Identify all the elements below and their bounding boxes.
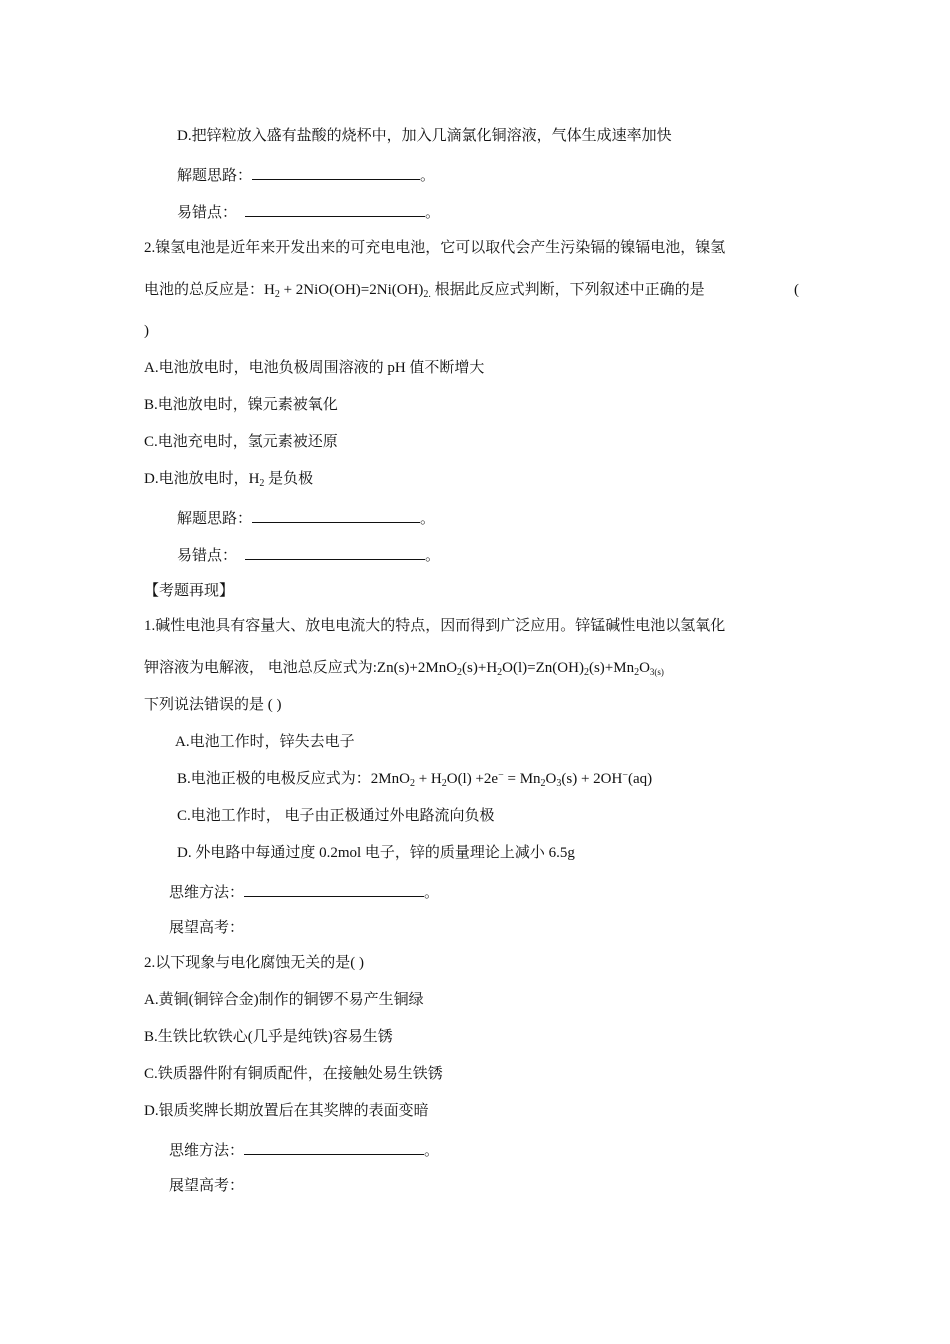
approach-label: 解题思路： bbox=[177, 511, 253, 527]
q2-pitfall-row bbox=[177, 544, 440, 566]
end-mark: 。 bbox=[424, 1143, 440, 1159]
q2-option-c: C.电池充电时，氢元素被还原 bbox=[144, 434, 338, 450]
method-answer-blank[interactable] bbox=[244, 881, 424, 897]
q2-stem-text: + 2NiO(OH)=2Ni(OH) bbox=[279, 282, 424, 298]
approach-answer-blank[interactable] bbox=[252, 507, 420, 523]
section-title: 【考题再现】 bbox=[144, 583, 235, 599]
q2-approach-row bbox=[177, 507, 435, 529]
r2-option-b: B.生铁比软铁心(几乎是纯铁)容易生锈 bbox=[144, 1029, 393, 1045]
end-mark: 。 bbox=[420, 168, 436, 184]
r2-method-row bbox=[169, 1139, 439, 1161]
r2-option-d: D.银质奖牌长期放置后在其奖牌的表面变暗 bbox=[144, 1103, 429, 1119]
subscript: 2 bbox=[259, 478, 265, 489]
r1-option-b bbox=[177, 769, 652, 789]
q2-option-d bbox=[144, 469, 313, 489]
r1-option-c: C.电池工作时， 电子由正极通过外电路流向负极 bbox=[177, 808, 495, 824]
subscript: 2 bbox=[441, 778, 447, 789]
superscript: − bbox=[622, 770, 628, 781]
method-label: 思维方法： bbox=[169, 1143, 245, 1159]
q2-open-paren: ( bbox=[794, 282, 799, 298]
option-text: O bbox=[545, 771, 557, 787]
pitfall-label: 易错点： bbox=[177, 205, 238, 221]
pitfall-answer-blank[interactable] bbox=[245, 201, 425, 217]
subscript: 2 bbox=[634, 667, 640, 678]
q2-option-a: A.电池放电时，电池负极周围溶液的 pH 值不断增大 bbox=[144, 360, 485, 376]
q2-stem-line1: 2.镍氢电池是近年来开发出来的可充电电池，它可以取代会产生污染镉的镍镉电池，镍氢 bbox=[144, 240, 726, 256]
pitfall-answer-blank[interactable] bbox=[245, 544, 425, 560]
prev-pitfall-row bbox=[177, 201, 440, 223]
subscript: 2 bbox=[274, 289, 280, 300]
pitfall-label: 易错点： bbox=[177, 548, 238, 564]
option-text: B.电池正极的电极反应式为：2MnO bbox=[177, 771, 410, 787]
r1-stem-line1: 1.碱性电池具有容量大、放电电流大的特点，因而得到广泛应用。锌锰碱性电池以氢氧化 bbox=[144, 618, 726, 634]
stem-text: (s)+Mn bbox=[588, 660, 635, 676]
stem-text: O bbox=[639, 660, 650, 676]
r1-option-a: A.电池工作时，锌失去电子 bbox=[175, 734, 355, 750]
superscript: − bbox=[498, 770, 504, 781]
end-mark: 。 bbox=[424, 885, 440, 901]
subscript: 3 bbox=[556, 778, 562, 789]
option-text: 是负极 bbox=[264, 471, 314, 487]
end-mark: 。 bbox=[425, 205, 441, 221]
q2-stem-text: 电池的总反应是：H bbox=[144, 282, 275, 298]
option-text: O(l) +2e bbox=[446, 771, 499, 787]
r2-question: 2.以下现象与电化腐蚀无关的是( ) bbox=[144, 955, 364, 971]
q2-stem-line2 bbox=[144, 280, 705, 300]
r2-outlook-label: 展望高考： bbox=[169, 1178, 245, 1194]
method-label: 思维方法： bbox=[169, 885, 245, 901]
option-text: = Mn bbox=[503, 771, 541, 787]
subscript: 2 bbox=[457, 667, 463, 678]
subscript: 2 bbox=[409, 778, 415, 789]
q2-close-paren: ) bbox=[144, 323, 149, 339]
r1-stem-line2 bbox=[144, 658, 664, 678]
prev-option-d: D.把锌粒放入盛有盐酸的烧杯中，加入几滴氯化铜溶液，气体生成速率加快 bbox=[177, 128, 672, 144]
subscript: 2 bbox=[497, 667, 503, 678]
subscript: 2. bbox=[423, 289, 431, 300]
option-text: (aq) bbox=[627, 771, 653, 787]
r2-option-a: A.黄铜(铜锌合金)制作的铜锣不易产生铜绿 bbox=[144, 992, 424, 1008]
q2-stem-text: 根据此反应式判断，下列叙述中正确的是 bbox=[430, 282, 705, 298]
stem-text: O(l)=Zn(OH) bbox=[502, 660, 584, 676]
prev-approach-row bbox=[177, 164, 435, 186]
option-text: (s) + 2OH bbox=[561, 771, 623, 787]
subscript: 2 bbox=[540, 778, 546, 789]
stem-text: (s)+H bbox=[462, 660, 498, 676]
q2-option-b: B.电池放电时，镍元素被氧化 bbox=[144, 397, 338, 413]
subscript: 2 bbox=[583, 667, 589, 678]
option-text: + H bbox=[414, 771, 442, 787]
end-mark: 。 bbox=[425, 548, 441, 564]
r1-question: 下列说法错误的是 ( ) bbox=[144, 697, 282, 713]
subscript: 3(s) bbox=[649, 667, 664, 677]
approach-answer-blank[interactable] bbox=[252, 164, 420, 180]
approach-label: 解题思路： bbox=[177, 168, 253, 184]
stem-text: 钾溶液为电解液， 电池总反应式为:Zn(s)+2MnO bbox=[144, 660, 458, 676]
option-text: D.电池放电时，H bbox=[144, 471, 260, 487]
r1-option-d: D. 外电路中每通过度 0.2mol 电子，锌的质量理论上减小 6.5g bbox=[177, 845, 575, 861]
method-answer-blank[interactable] bbox=[244, 1139, 424, 1155]
r1-method-row bbox=[169, 881, 439, 903]
r1-outlook-label: 展望高考： bbox=[169, 920, 245, 936]
end-mark: 。 bbox=[420, 511, 436, 527]
r2-option-c: C.铁质器件附有铜质配件，在接触处易生铁锈 bbox=[144, 1066, 443, 1082]
